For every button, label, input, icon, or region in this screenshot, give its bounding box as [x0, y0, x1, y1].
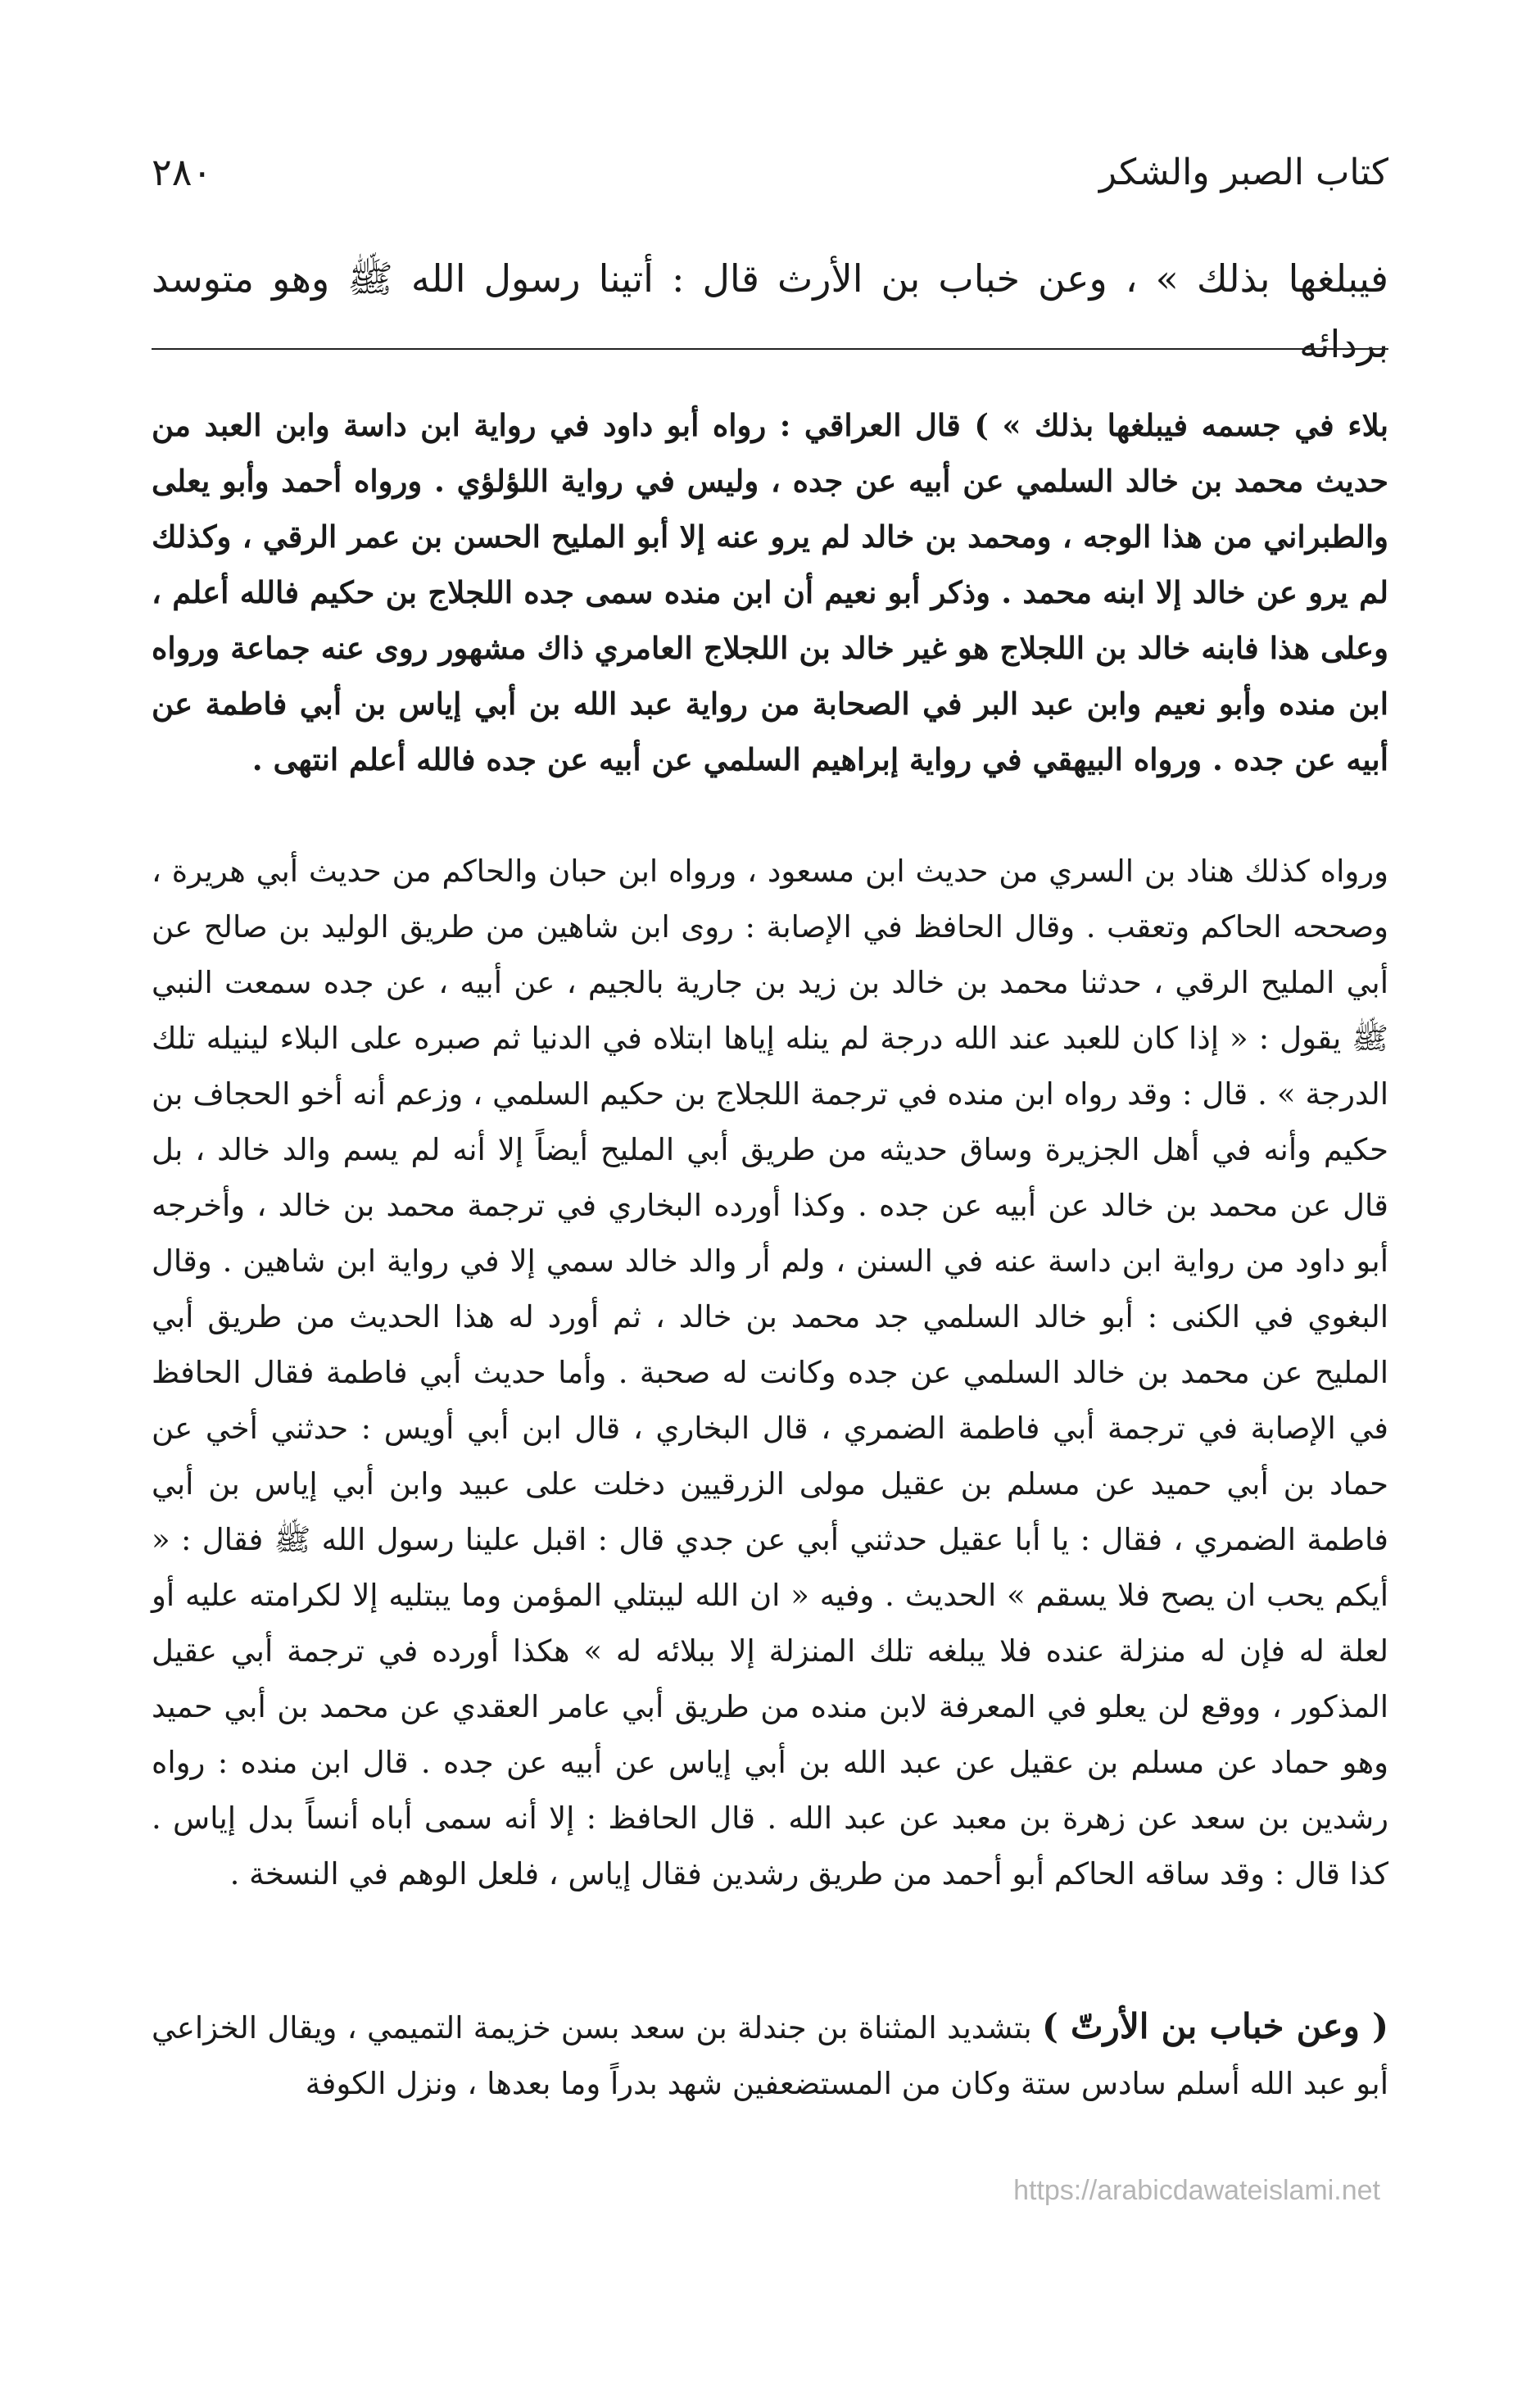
page-number: ٢٨٠ [152, 150, 213, 194]
page-header [152, 139, 1388, 205]
commentary-paragraph-1: بلاء في جسمه فيبلغها بذلك » ) قال العراقي : رواه أبو داود في رواية ابن داسة وابن العبد من حديث محمد بن خالد السلمي عن أبيه عن جده ، وليس في رواية اللؤلؤي . ورواه أحمد وأبو يعلى والطبراني من هذا الوجه ، ومحمد بن خالد لم يرو عنه إلا أبو المليح الحسن بن عمر الرقي ، وكذلك لم يرو عن خالد إلا ابنه محمد . وذكر أبو نعيم أن ابن منده سمى جده اللجلاج بن حكيم فالله أعلم ، وعلى هذا فابنه خالد بن اللجلاج هو غير خالد بن اللجلاج العامري ذاك مشهور روى عنه جماعة ورواه ابن منده وأبو نعيم وابن عبد البر في الصحابة من رواية عبد الله بن أبي إياس بن أبي فاطمة عن أبيه عن جده . ورواه البيهقي في رواية إبراهيم السلمي عن أبيه عن جده فالله أعلم انتهى . [152, 407, 1388, 777]
page-title: كتاب الصبر والشكر [1098, 151, 1388, 193]
commentary-paragraph-3-text: بتشديد المثناة بن جندلة بن سعد بسن خزيمة التميمي ، ويقال الخزاعي أبو عبد الله أسلم سادس ستة وكان من المستضعفين شهد بدراً وما بعدها ، ونزل الكوفة [152, 2010, 1388, 2101]
commentary-paragraph-3 [152, 1999, 1388, 2112]
watermark-url: https://arabicdawateislami.net [1013, 2175, 1380, 2206]
narrator-heading: ( وعن خباب بن الأرتّ ) [1041, 2006, 1388, 2046]
commentary-paragraph-2: ورواه كذلك هناد بن السري من حديث ابن مسعود ، ورواه ابن حبان والحاكم من حديث أبي هريرة ، وصححه الحاكم وتعقب . وقال الحافظ في الإصابة : روى ابن شاهين من طريق الوليد بن صالح عن أبي المليح الرقي ، حدثنا محمد بن خالد بن زيد بن جارية بالجيم ، عن أبيه ، عن جده سمعت النبي ﷺ يقول : « إذا كان للعبد عند الله درجة لم ينله إياها ابتلاه في الدنيا ثم صبره على البلاء لينيله تلك الدرجة » . قال : وقد رواه ابن منده في ترجمة اللجلاج بن حكيم السلمي ، وزعم أنه أخو الحجاف بن حكيم وأنه في أهل الجزيرة وساق حديثه من طريق أبي المليح أيضاً إلا أنه لم يسم والد خالد ، بل قال عن محمد بن خالد عن أبيه عن جده . وكذا أورده البخاري في ترجمة محمد بن خالد ، وأخرجه أبو داود من رواية ابن داسة عنه في السنن ، ولم أر والد خالد سمي إلا في رواية ابن شاهين . وقال البغوي في الكنى : أبو خالد السلمي جد محمد بن خالد ، ثم أورد له هذا الحديث من طريق أبي المليح عن محمد بن خالد السلمي عن جده وكانت له صحبة . وأما حديث أبي فاطمة فقال الحافظ في الإصابة في ترجمة أبي فاطمة الضمري ، قال البخاري ، قال ابن أبي أويس : حدثني أخي عن حماد بن أبي حميد عن مسلم بن عقيل مولى الزرقيين دخلت على عبيد وابن أبي إياس بن أبي فاطمة الضمري ، فقال : يا أبا عقيل حدثني أبي عن جدي قال : اقبل علينا رسول الله ﷺ فقال : « أيكم يحب ان يصح فلا يسقم » الحديث . وفيه « ان الله ليبتلي المؤمن وما يبتليه إلا لكرامته عليه أو لعلة له فإن له منزلة عنده فلا يبلغه تلك المنزلة إلا ببلائه له » هكذا أورده في ترجمة أبي عقيل المذكور ، ووقع لن يعلو في المعرفة لابن منده من طريق أبي عامر العقدي عن محمد بن أبي حميد وهو حماد عن مسلم بن عقيل عن عبد الله بن أبي إياس عن أبيه عن جده . قال ابن منده : رواه رشدين بن سعد عن زهرة بن معبد عن عبد الله . قال الحافظ : إلا أنه سمى أباه أنساً بدل إياس . كذا قال : وقد ساقه الحاكم أبو أحمد من طريق رشدين فقال إياس ، فلعل الوهم في النسخة . [152, 854, 1388, 1891]
separator-rule [152, 348, 1388, 350]
main-text: فيبلغها بذلك » ، وعن خباب بن الأرث قال : أتينا رسول الله ﷺ وهو متوسد بردائه [152, 256, 1388, 366]
